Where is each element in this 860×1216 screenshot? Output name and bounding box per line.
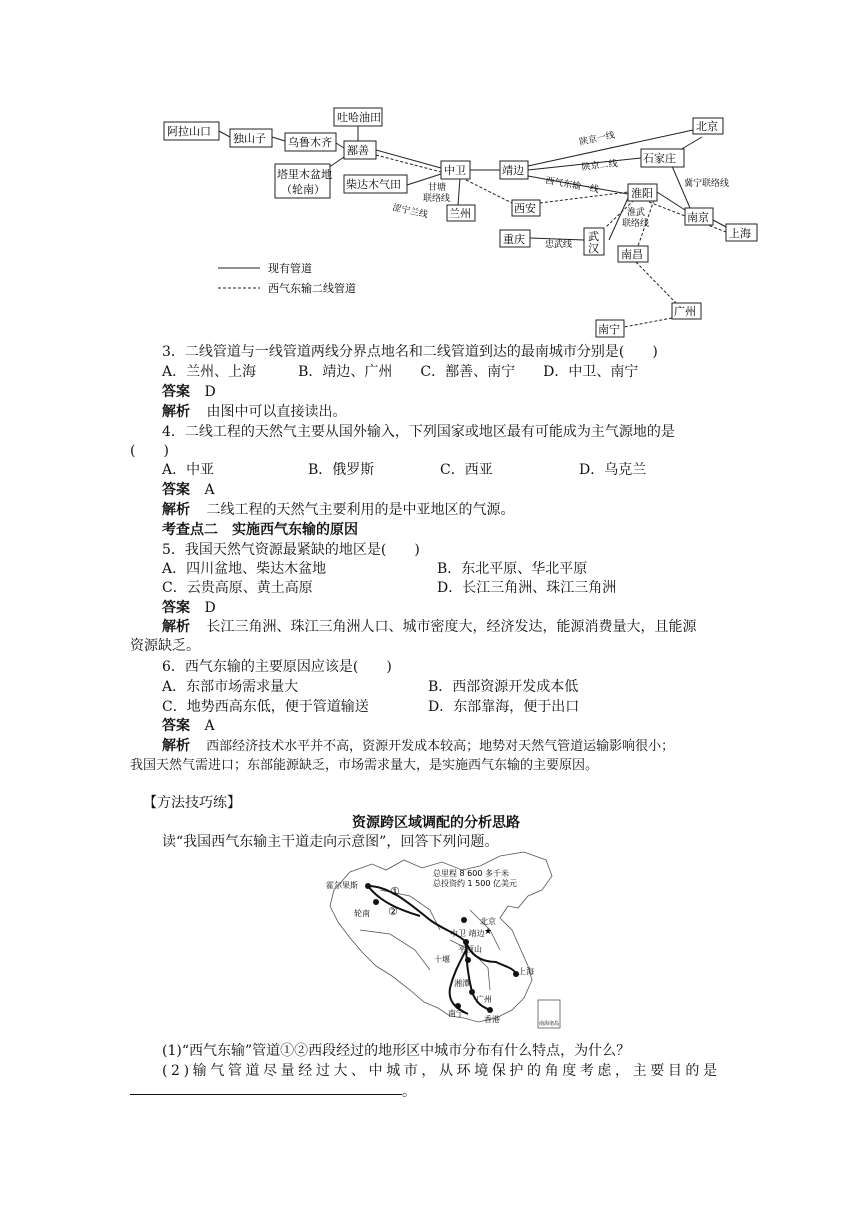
china-pipeline-map xyxy=(320,850,580,1035)
analysis-label: 解析 xyxy=(162,738,190,754)
label-sening: 涩宁兰线 xyxy=(391,203,429,221)
analysis-label: 解析 xyxy=(162,404,190,420)
map-circle-2: ② xyxy=(388,905,398,918)
map-city-guangzhou: 广州 xyxy=(476,995,492,1004)
subq-2: (2)输气管道尽量经过大、中城市，从环境保护的角度考虑，主要目的是 xyxy=(162,1063,721,1079)
q4-stem-2: ( ) xyxy=(130,443,169,459)
map-city-huoerguosi: 霍尔果斯 xyxy=(326,881,358,890)
node-guangzhou: 广州 xyxy=(674,305,696,318)
pipeline-line-labels xyxy=(391,129,729,250)
label-ganning-2: 联络线 xyxy=(423,194,451,204)
node-nanjing: 南京 xyxy=(687,211,709,224)
pipeline-node-labels xyxy=(167,110,751,336)
analysis-text: 由图中可以直接读出。 xyxy=(206,404,347,420)
answer-value: D xyxy=(204,600,216,616)
map-city-nanning: 南宁 xyxy=(448,1009,464,1018)
legend xyxy=(218,261,356,295)
map-city-xianggang: 香港 xyxy=(484,1015,500,1024)
q5-analysis xyxy=(162,617,696,637)
node-chaidamu: 柴达木气田 xyxy=(346,178,401,191)
q5-analysis-2: 资源缺乏。 xyxy=(130,638,200,654)
map-city-zhongwei-jingbian: 中卫 靖边 xyxy=(450,929,485,938)
analysis-label: 解析 xyxy=(162,619,190,635)
answer-label: 答案 xyxy=(162,600,190,616)
map-circle-1: ① xyxy=(390,885,400,898)
subq-2-tail: 。 xyxy=(402,1084,416,1100)
node-lunnan: （轮南） xyxy=(281,183,325,196)
label-jining: 冀宁联络线 xyxy=(684,179,730,189)
label-xiqi1: 西气东输一线 xyxy=(544,176,600,196)
label-ganning-1: 甘塘 xyxy=(428,183,447,193)
answer-value: A xyxy=(204,718,215,734)
subq-1: (1)“西气东输”管道①②西段经过的地形区中城市分布有什么特点，为什么？ xyxy=(162,1043,631,1059)
q3-options: A．兰州、上海 B．靖边、广州 C．鄯善、南宁 D．中卫、南宁 xyxy=(162,364,639,380)
q6-stem: 6．西气东输的主要原因应该是( ) xyxy=(162,659,392,675)
q4-option-c: C．西亚 xyxy=(440,462,493,478)
map-city-shiyan: 十堰 xyxy=(434,955,450,964)
label-zhongwu: 忠武线 xyxy=(545,240,573,250)
analysis-label: 解析 xyxy=(162,502,190,518)
node-shijiazhuang: 石家庄 xyxy=(643,152,676,165)
node-beijing: 北京 xyxy=(696,120,718,133)
analysis-text: 长江三角洲、珠江三角洲人口、城市密度大，经济发达，能源消费量大，且能源 xyxy=(206,619,697,635)
node-wuhan-2: 汉 xyxy=(588,242,599,255)
node-talimu: 塔里木盆地 xyxy=(277,168,332,181)
q5-stem: 5．我国天然气资源最紧缺的地区是( ) xyxy=(162,542,420,558)
answer-label: 答案 xyxy=(162,718,190,734)
q4-analysis xyxy=(162,500,514,520)
map-city-pingdingshan: 平顶山 xyxy=(458,945,482,954)
q3-stem: 3．二线管道与一线管道两线分界点地名和二线管道到达的最南城市分别是( ) xyxy=(162,344,658,360)
answer-value: A xyxy=(204,482,215,498)
label-shaanjing1: 陕京一线 xyxy=(578,130,616,148)
q6-option-a: A．东部市场需求量大 xyxy=(162,679,299,695)
method-title: 资源跨区域调配的分析思路 xyxy=(352,815,520,831)
node-tuhayoutian: 吐哈油田 xyxy=(337,111,381,124)
node-shanghai: 上海 xyxy=(729,227,751,240)
node-wuhan-1: 武 xyxy=(588,230,599,243)
q3-analysis xyxy=(162,402,346,422)
node-alashankou: 阿拉山口 xyxy=(167,125,211,138)
q5-option-c: C．云贵高原、黄土高原 xyxy=(162,580,313,596)
map-city-shanghai: 上海 xyxy=(518,967,534,976)
node-xian: 西安 xyxy=(514,202,536,215)
map-total-1: 总里程 8 600 多千米 xyxy=(433,869,509,878)
section-heading: 考查点二 实施西气东输的原因 xyxy=(162,522,358,538)
label-shaanjing2: 陕京二线 xyxy=(581,159,619,173)
node-lanzhou: 兰州 xyxy=(449,207,471,220)
q4-option-a: A．中亚 xyxy=(162,462,215,478)
q6-option-c: C．地势西高东低，便于管道输送 xyxy=(162,699,369,715)
node-wulumuqi: 乌鲁木齐 xyxy=(288,136,332,149)
label-huaiwu-2: 联络线 xyxy=(622,219,650,229)
q3-answer xyxy=(162,382,216,402)
q4-stem: 4．二线工程的天然气主要从国外输入，下列国家或地区最有可能成为主气源地的是 xyxy=(162,424,675,440)
answer-value: D xyxy=(204,384,217,400)
node-zhongwei: 中卫 xyxy=(444,164,466,177)
map-city-lunnan: 轮南 xyxy=(354,909,370,918)
map-inset-label: 南海诸岛 xyxy=(539,1021,560,1027)
node-huaiyang: 淮阳 xyxy=(631,187,653,200)
map-total-2: 总投资约 1 500 亿美元 xyxy=(433,879,517,888)
legend-second-line: 西气东输二线管道 xyxy=(268,282,356,295)
analysis-text: 二线工程的天然气主要利用的是中亚地区的气源。 xyxy=(206,502,515,518)
node-chongqing: 重庆 xyxy=(503,233,525,246)
q6-analysis xyxy=(162,736,674,757)
q6-analysis-2: 我国天然气需进口；东部能源缺乏，市场需求量大，是实施西气东输的主要原因。 xyxy=(130,758,599,773)
q4-option-b: B．俄罗斯 xyxy=(308,462,375,478)
q6-option-d: D．东部靠海，便于出口 xyxy=(428,699,580,715)
q5-answer xyxy=(162,598,216,618)
answer-label: 答案 xyxy=(162,482,190,498)
method-intro: 读“我国西气东输主干道走向示意图”，回答下列问题。 xyxy=(162,834,499,850)
node-jingbian: 靖边 xyxy=(502,164,524,177)
method-tag: 【方法技巧练】 xyxy=(143,795,241,811)
map-city-beijing: 北京 xyxy=(480,917,496,926)
answer-blank[interactable] xyxy=(130,1094,402,1095)
q5-option-b: B．东北平原、华北平原 xyxy=(437,561,588,577)
beijing-star-icon: ★ xyxy=(484,927,493,937)
q4-option-d: D．乌克兰 xyxy=(579,462,647,478)
node-dushanzi: 独山子 xyxy=(233,132,266,145)
node-shanshan: 鄯善 xyxy=(347,144,369,157)
q4-answer xyxy=(162,480,215,500)
q6-option-b: B．西部资源开发成本低 xyxy=(428,679,579,695)
node-nanning: 南宁 xyxy=(598,323,620,336)
node-nanchang: 南昌 xyxy=(621,248,643,261)
answer-label: 答案 xyxy=(162,384,190,400)
q6-answer xyxy=(162,716,215,736)
map-city-xiangtan: 湘潭 xyxy=(454,979,470,988)
legend-existing: 现有管道 xyxy=(268,262,312,275)
label-huaiwu-1: 淮武 xyxy=(627,208,646,218)
q5-option-d: D．长江三角洲、珠江三角洲 xyxy=(437,580,617,596)
q5-option-a: A．四川盆地、柴达木盆地 xyxy=(162,561,327,577)
pipeline-diagram xyxy=(0,0,860,345)
analysis-text: 西部经济技术水平并不高，资源开发成本较高；地势对天然气管道运输影响很小； xyxy=(206,739,675,754)
